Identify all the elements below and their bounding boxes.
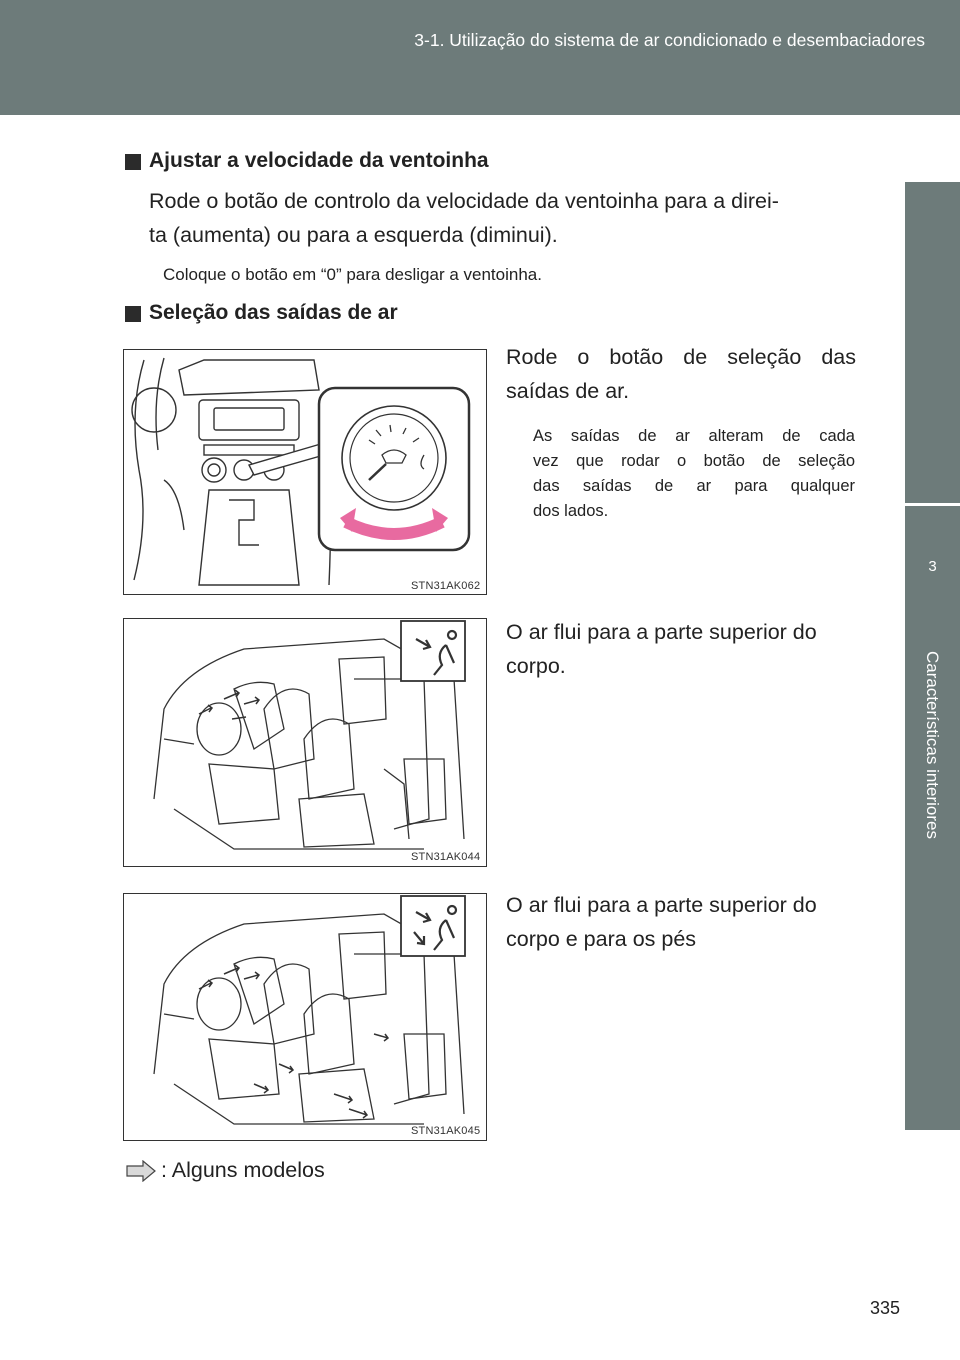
heading-bullet-square (125, 154, 141, 170)
bi-level-mode-illustration (123, 893, 487, 1141)
outlet-note-line-3: das saídas de ar para qualquer (533, 477, 855, 495)
page-number: 335 (869, 1298, 900, 1318)
chapter-title: Características interiores (923, 650, 942, 839)
car-interior-drawing (124, 894, 488, 1142)
face-mode-illustration (123, 618, 487, 867)
dashboard-dial-illustration (123, 349, 487, 595)
chapter-number: 3 (928, 558, 937, 575)
bi-level-text-line-1: O ar flui para a parte superior do (506, 893, 817, 917)
footnote (125, 1158, 325, 1183)
some-models-arrow-icon (125, 1160, 157, 1182)
fan-off-note: Coloque o botão em “0” para desligar a ventoinha. (163, 265, 542, 284)
fan-speed-body-line-1: Rode o botão de controlo da velocidade da ventoinha para a direi- (149, 189, 779, 213)
page-header (0, 0, 960, 115)
face-mode-text-line-2: corpo. (506, 654, 566, 678)
figure-code: STN31AK045 (411, 1125, 481, 1137)
car-interior-drawing (124, 619, 488, 868)
outlet-select-text-line-1: Rode o botão de seleção das (506, 345, 856, 369)
figure-code: STN31AK062 (411, 580, 481, 592)
fan-speed-body-line-2: ta (aumenta) ou para a esquerda (diminui). (149, 223, 558, 247)
outlet-note-line-4: dos lados. (533, 502, 609, 520)
outlet-select-text-line-2: saídas de ar. (506, 379, 630, 403)
dashboard-drawing (124, 350, 488, 596)
figure-code: STN31AK044 (411, 851, 481, 863)
outlet-note-line-1: As saídas de ar alteram de cada (533, 427, 855, 445)
bi-level-text-line-2: corpo e para os pés (506, 927, 697, 951)
section-heading-air-outlets: Seleção das saídas de ar (149, 301, 398, 324)
heading-bullet-square (125, 306, 141, 322)
side-tab-divider (905, 503, 960, 506)
footnote-text: : Alguns modelos (161, 1158, 325, 1182)
outlet-note-line-2: vez que rodar o botão de seleção (533, 452, 855, 470)
section-heading-fan-speed: Ajustar a velocidade da ventoinha (149, 149, 489, 172)
header-title: 3-1. Utilização do sistema de ar condicionado e desembaciadores (414, 30, 925, 50)
face-mode-text-line-1: O ar flui para a parte superior do (506, 620, 817, 644)
